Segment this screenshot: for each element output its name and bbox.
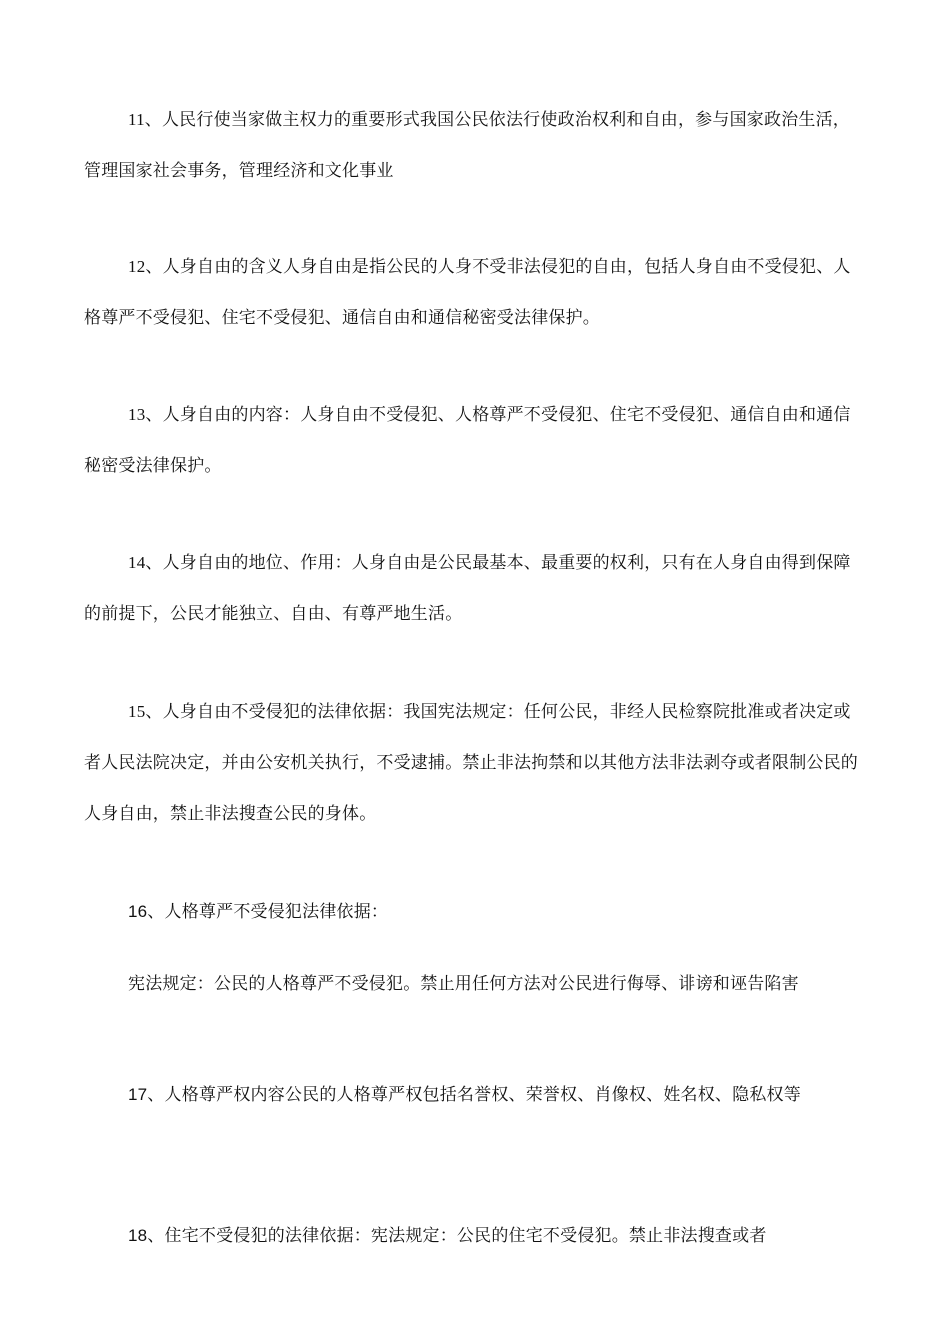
item-number: 12、 [128, 257, 163, 276]
paragraph-text: 人身自由的内容：人身自由不受侵犯、人格尊严不受侵犯、住宅不受侵犯、通信自由和通信秘密受法律保护。 [84, 405, 851, 476]
paragraph-text: 人格尊严权内容公民的人格尊严权包括名誉权、荣誉权、肖像权、姓名权、隐私权等 [164, 1085, 801, 1105]
paragraph-14 [84, 537, 858, 640]
item-number: 11、 [128, 110, 162, 129]
paragraph-text: 人身自由的地位、作用：人身自由是公民最基本、最重要的权利，只有在人身自由得到保障的前提下，公民才能独立、自由、有尊严地生活。 [84, 553, 851, 624]
item-number: 17、 [128, 1085, 165, 1104]
paragraph-12 [84, 241, 858, 344]
paragraph-18 [84, 1210, 858, 1262]
item-number: 16、 [128, 902, 165, 921]
paragraph-text: 住宅不受侵犯的法律依据：宪法规定：公民的住宅不受侵犯。禁止非法搜查或者 [164, 1226, 767, 1246]
item-number: 13、 [128, 405, 163, 424]
paragraph-text: 人民行使当家做主权力的重要形式我国公民依法行使政治权利和自由，参与国家政治生活，管理国家社会事务，管理经济和文化事业 [84, 110, 850, 181]
paragraph-16-constitution [84, 971, 858, 997]
item-number: 15、 [128, 702, 163, 721]
paragraph-15 [84, 686, 858, 840]
paragraph-17 [84, 1069, 858, 1121]
item-number: 14、 [128, 553, 163, 572]
paragraph-text: 宪法规定：公民的人格尊严不受侵犯。禁止用任何方法对公民进行侮辱、诽谤和诬告陷害 [128, 974, 799, 994]
paragraph-13 [84, 389, 858, 492]
paragraph-text: 人身自由的含义人身自由是指公民的人身不受非法侵犯的自由，包括人身自由不受侵犯、人格尊严不受侵犯、住宅不受侵犯、通信自由和通信秘密受法律保护。 [84, 257, 851, 328]
item-number: 18、 [128, 1226, 165, 1245]
paragraph-text: 人格尊严不受侵犯法律依据： [164, 902, 389, 922]
paragraph-16 [84, 886, 858, 938]
paragraph-text: 人身自由不受侵犯的法律依据：我国宪法规定：任何公民，非经人民检察院批准或者决定或者人民法院决定，并由公安机关执行，不受逮捕。禁止非法拘禁和以其他方法非法剥夺或者限制公民的人身自由，禁止非法搜查公民的身体。 [84, 702, 858, 824]
paragraph-11 [84, 94, 858, 197]
